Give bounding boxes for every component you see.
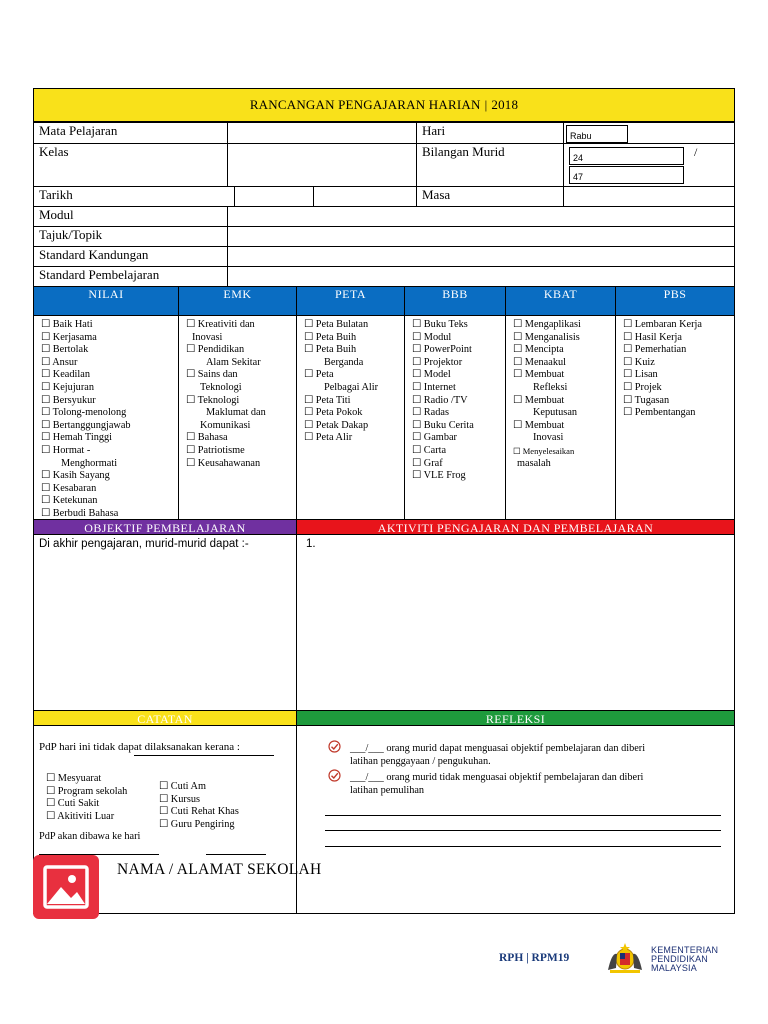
pbs-item[interactable]: ☐ Pembentangan [623,407,696,419]
masa-field[interactable] [563,186,735,207]
peta-item[interactable]: ☐ Petak Dakap [304,419,369,431]
ministry-line: MALAYSIA [651,963,697,973]
ministry-name [651,946,718,973]
hari-field[interactable] [563,122,735,144]
aktiviti-item-number: 1. [306,538,316,550]
masa-label-text: Masa [422,187,451,202]
emk-list [178,316,297,520]
catatan-option[interactable]: ☐ Akitiviti Luar [46,810,115,822]
pbs-item[interactable]: ☐ Kuiz [623,356,655,368]
title-year: 2018 [491,97,519,112]
ministry-line: PENDIDIKAN [651,954,709,964]
kbat-item[interactable]: ☐ Membuat [513,394,565,406]
kbat-item[interactable]: ☐ Menaakul [513,356,566,368]
title-separator: | [484,97,488,112]
kelas-label-text: Kelas [39,144,69,159]
kbat-item-continued: Refleksi [533,381,568,393]
peta-header: PETA [296,286,405,316]
check-circle-icon[interactable] [328,740,341,753]
emk-item-continued: Alam Sekitar [206,356,261,368]
bilangan-hadir-input[interactable]: 24 [569,147,684,165]
kbat-item-continued: Keputusan [533,407,578,419]
standard-kandungan-label-text: Standard Kandungan [39,247,149,262]
kbat-item[interactable]: ☐ Mencipta [513,344,564,356]
catatan-dibawa: PdP akan dibawa ke hari [39,831,141,842]
refleksi-writing-line[interactable] [325,846,721,847]
modul-field[interactable] [227,206,735,227]
emk-item[interactable]: ☐ Sains dan [186,369,238,381]
bbb-header: BBB [404,286,506,316]
nilai-list [33,316,179,520]
photo-placeholder-icon[interactable] [33,855,99,919]
bbb-item[interactable]: ☐ PowerPoint [412,344,472,356]
catatan-right-list [159,781,239,831]
nilai-item[interactable]: ☐ Kerjasama [41,331,97,343]
catatan-dibawa-line[interactable] [206,854,266,855]
pbs-header: PBS [615,286,735,316]
bbb-item[interactable]: ☐ Modul [412,331,452,343]
emk-item[interactable]: ☐ Teknologi [186,394,240,406]
ministry-crest-icon [604,942,646,976]
school-name: NAMA / ALAMAT SEKOLAH [117,861,322,878]
peta-item[interactable]: ☐ Peta Titi [304,394,351,406]
bilangan-murid-label-text: Bilangan Murid [422,144,505,159]
peta-item[interactable]: ☐ Peta Buih [304,344,357,356]
standard-pembelajaran-label-text: Standard Pembelajaran [39,267,160,282]
mata-pelajaran-field[interactable] [227,122,417,144]
nilai-header: NILAI [33,286,179,316]
standard-pembelajaran-label [33,266,228,287]
peta-item[interactable]: ☐ Peta Buih [304,331,357,343]
modul-label-text: Modul [39,207,74,222]
peta-item[interactable]: ☐ Peta Pokok [304,407,363,419]
bbb-item[interactable]: ☐ Buku Cerita [412,419,474,431]
standard-pembelajaran-field[interactable] [227,266,735,287]
nilai-item[interactable]: ☐ Berbudi Bahasa [41,507,119,519]
check-circle-icon[interactable] [328,769,341,782]
tarikh-label-text: Tarikh [39,187,73,202]
emk-item[interactable]: ☐ Bahasa [186,432,228,444]
bbb-item[interactable]: ☐ Gambar [412,432,457,444]
catatan-option[interactable]: ☐ Mesyuarat [46,773,102,784]
bbb-list [404,316,506,520]
bbb-item[interactable]: ☐ Carta [412,444,447,456]
kbat-item[interactable]: ☐ Membuat [513,419,565,431]
tajuk-field[interactable] [227,226,735,247]
bilangan-murid-label [416,143,564,187]
pbs-list [615,316,735,520]
kbat-item-continued: Inovasi [533,432,564,444]
emk-item[interactable]: ☐ Patriotisme [186,444,245,456]
catatan-intro: PdP hari ini tidak dapat dilaksanakan kerana : [39,741,240,753]
catatan-option[interactable]: ☐ Cuti Sakit [46,798,100,809]
nilai-item[interactable]: ☐ Ketekunan [41,495,98,507]
refleksi-line: latihan penggayaan / pengukuhan. [350,756,491,767]
tajuk-label-text: Tajuk/Topik [39,227,103,242]
refleksi-header: REFLEKSI [296,710,735,726]
hari-label-text: Hari [422,123,446,138]
mata-pelajaran-label [33,122,228,144]
nilai-item[interactable]: ☐ Hemah Tinggi [41,432,113,444]
emk-item-continued: Inovasi [192,331,223,343]
nilai-item[interactable]: ☐ Bertanggungjawab [41,419,131,431]
nilai-item-continued: Menghormati [61,457,118,469]
hari-label [416,122,564,144]
masa-label [416,186,564,207]
tarikh-month-field[interactable] [313,186,417,207]
kbat-header: KBAT [505,286,616,316]
peta-item-continued: Pelbagai Alir [324,381,379,393]
nilai-item[interactable]: ☐ Hormat - [41,444,91,456]
tarikh-label [33,186,235,207]
mata-pelajaran-label-text: Mata Pelajaran [39,123,118,138]
catatan-option[interactable]: ☐ Cuti Rehat Khas [159,806,239,817]
refleksi-line: latihan pemulihan [350,785,425,796]
kbat-item[interactable]: ☐ Mengaplikasi [513,319,581,330]
kbat-item[interactable]: ☐ Membuat [513,369,565,381]
bbb-item[interactable]: ☐ Internet [412,381,456,393]
emk-item-continued: Maklumat dan [206,407,266,419]
objektif-header: OBJEKTIF PEMBELAJARAN [33,519,297,535]
kbat-item[interactable]: ☐ Menganalisis [513,331,580,343]
aktiviti-header: AKTIVITI PENGAJARAN DAN PEMBELAJARAN [296,519,735,535]
catatan-intro-underline [134,755,274,756]
peta-item[interactable]: ☐ Peta [304,369,334,381]
peta-item[interactable]: ☐ Peta Alir [304,432,353,444]
bilangan-murid-field [563,143,735,187]
peta-item[interactable]: ☐ Peta Bulatan [304,319,369,330]
aktiviti-body[interactable] [296,535,735,711]
bbb-item[interactable]: ☐ VLE Frog [412,470,466,482]
emk-header: EMK [178,286,297,316]
refleksi-body [296,726,735,914]
pbs-item[interactable]: ☐ Tugasan [623,394,670,406]
refleksi-writing-line[interactable] [325,830,721,831]
catatan-option[interactable]: ☐ Cuti Am [159,781,206,792]
standard-kandungan-label [33,246,228,267]
nilai-item[interactable]: ☐ Ansur [41,356,78,368]
kelas-label [33,143,228,187]
refleksi-line: ___/___ orang murid tidak menguasai objektif pembelajaran dan diberi [350,772,644,783]
catatan-option[interactable]: ☐ Program sekolah [46,785,128,797]
nilai-item[interactable]: ☐ Baik Hati [41,319,93,330]
emk-item[interactable]: ☐ Pendidikan [186,344,245,356]
page-title: RANCANGAN PENGAJARAN HARIAN [249,97,481,112]
peta-item-continued: Berganda [324,356,364,368]
bbb-item[interactable]: ☐ Radas [412,407,449,419]
bbb-item[interactable]: ☐ Projektor [412,356,463,368]
kelas-field[interactable] [227,143,417,187]
standard-kandungan-field[interactable] [227,246,735,267]
hari-value[interactable]: Rabu [566,125,628,143]
nilai-item[interactable]: ☐ Tolong-menolong [41,407,127,419]
bbb-item[interactable]: ☐ Model [412,369,451,381]
kbat-list [505,316,616,520]
catatan-option[interactable]: ☐ Kursus [159,793,200,805]
nilai-item[interactable]: ☐ Bersyukur [41,394,96,406]
nilai-item[interactable]: ☐ Kejujuran [41,381,94,393]
refleksi-line: ___/___ orang murid dapat menguasai objektif pembelajaran dan diberi [350,743,646,754]
kbat-item[interactable]: ☐ Menyelesaikan [513,445,575,456]
nilai-item[interactable]: ☐ Kasih Sayang [41,470,110,482]
refleksi-item-2 [350,771,643,797]
pbs-item[interactable]: ☐ Lembaran Kerja [623,319,702,330]
objektif-body[interactable] [33,535,297,711]
document-code: RPH | RPM19 [499,952,570,964]
bbb-item[interactable]: ☐ Buku Teks [412,319,468,330]
emk-item-continued: Komunikasi [200,419,251,431]
emk-item[interactable]: ☐ Keusahawanan [186,457,261,469]
bilangan-jumlah-input[interactable]: 47 [569,166,684,184]
nilai-item[interactable]: ☐ Keadilan [41,369,90,381]
pbs-item[interactable]: ☐ Pemerhatian [623,344,687,356]
nilai-item[interactable]: ☐ Kesabaran [41,482,97,494]
kbat-item-continued: masalah [517,457,551,469]
emk-item[interactable]: ☐ Kreativiti dan [186,319,255,330]
pbs-item[interactable]: ☐ Projek [623,381,662,393]
pbs-item[interactable]: ☐ Hasil Kerja [623,331,682,343]
bbb-item[interactable]: ☐ Graf [412,457,443,469]
nilai-item[interactable]: ☐ Bertolak [41,344,89,356]
catatan-option[interactable]: ☐ Guru Pengiring [159,818,235,830]
pbs-item[interactable]: ☐ Lisan [623,369,658,381]
tarikh-day-field[interactable] [234,186,314,207]
bilangan-slash: / [694,145,698,159]
tajuk-label [33,226,228,247]
ministry-line: KEMENTERIAN [651,945,719,955]
refleksi-item-1 [350,742,645,768]
refleksi-writing-line[interactable] [325,815,721,816]
emk-item-continued: Teknologi [200,381,242,393]
bbb-item[interactable]: ☐ Radio /TV [412,394,468,406]
peta-list [296,316,405,520]
modul-label [33,206,228,227]
page-title-bar [33,88,735,122]
catatan-left-list [46,773,127,823]
catatan-header: CATATAN [33,710,297,726]
objektif-text: Di akhir pengajaran, murid-murid dapat :- [39,538,249,550]
